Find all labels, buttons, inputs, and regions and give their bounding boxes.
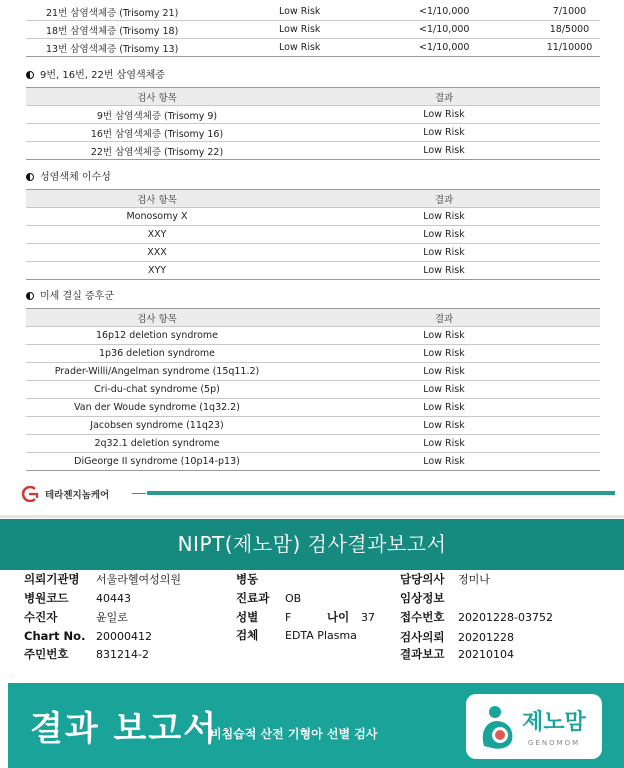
- prior-risk: 11/10000: [539, 39, 600, 57]
- sex-field: 성별 F: [236, 610, 292, 624]
- header-result: 결과: [288, 190, 600, 208]
- doctor-field: 담당의사 정미나: [400, 572, 490, 586]
- test-item: 9번 삼염색체증 (Trisomy 9): [26, 106, 288, 124]
- prior-risk: 7/1000: [539, 3, 600, 21]
- brand-name: 제노맘: [522, 710, 586, 735]
- table-row: [26, 453, 600, 471]
- trisomy-main-table: [26, 3, 600, 57]
- table-row: [26, 345, 600, 363]
- test-item: DiGeorge II syndrome (10p14-p13): [26, 453, 288, 471]
- header-item: 검사 항목: [26, 309, 288, 327]
- half-circle-icon: [26, 292, 34, 300]
- cutoff-value: <1/10,000: [419, 3, 539, 21]
- test-result: Low Risk: [288, 363, 600, 381]
- test-item: Prader-Willi/Angelman syndrome (15q11.2): [26, 363, 288, 381]
- hospital-code-field: 병원코드 40443: [24, 591, 131, 605]
- table-row: [26, 327, 600, 345]
- table-row: [26, 106, 600, 124]
- report-title: NIPT(제노맘) 검사결과보고서: [0, 519, 624, 570]
- table-row: [26, 363, 600, 381]
- test-item: 16번 삼염색체증 (Trisomy 16): [26, 124, 288, 142]
- header-item: 검사 항목: [26, 190, 288, 208]
- test-item: XXY: [26, 226, 288, 244]
- receipt-number-field: 접수번호 20201228-03752: [400, 610, 553, 624]
- clinical-info-field: 임상정보: [400, 591, 445, 605]
- table-row: [26, 124, 600, 142]
- header-result: 결과: [288, 309, 600, 327]
- table-header: [26, 309, 600, 327]
- test-item: Jacobsen syndrome (11q23): [26, 417, 288, 435]
- footer-divider: [132, 493, 146, 494]
- table-row: [26, 262, 600, 280]
- table-row: [26, 244, 600, 262]
- patient-field: 수진자 윤일로: [24, 610, 128, 624]
- table-row: [26, 417, 600, 435]
- test-item: XYY: [26, 262, 288, 280]
- test-result: Low Risk: [288, 327, 600, 345]
- trisomy-9-16-22-table: [26, 87, 600, 160]
- age-field: 나이 37: [327, 610, 375, 624]
- test-result: Low Risk: [288, 244, 600, 262]
- table-row: [26, 3, 600, 21]
- test-item: 1p36 deletion syndrome: [26, 345, 288, 363]
- header-result: 결과: [288, 88, 600, 106]
- test-result: Low Risk: [288, 345, 600, 363]
- brand-subtitle: GENOMOM: [528, 739, 581, 747]
- half-circle-icon: [26, 173, 34, 181]
- table-row: [26, 226, 600, 244]
- risk-result: Low Risk: [279, 21, 419, 39]
- hospital-field: 의뢰기관명 서울라헬여성의원: [24, 572, 182, 586]
- test-result: Low Risk: [288, 142, 600, 160]
- test-result: Low Risk: [288, 381, 600, 399]
- table-row: [26, 208, 600, 226]
- test-result: Low Risk: [288, 124, 600, 142]
- test-item: Van der Woude syndrome (1q32.2): [26, 399, 288, 417]
- test-item: 16p12 deletion syndrome: [26, 327, 288, 345]
- test-result: Low Risk: [288, 106, 600, 124]
- test-item: XXX: [26, 244, 288, 262]
- banner-title: 결과 보고서: [30, 709, 219, 749]
- header-item: 검사 항목: [26, 88, 288, 106]
- table-row: [26, 381, 600, 399]
- test-result: Low Risk: [288, 208, 600, 226]
- test-item: 22번 삼염색체증 (Trisomy 22): [26, 142, 288, 160]
- company-name: 테라젠지놈케어: [45, 490, 110, 501]
- test-item: 18번 삼염색체증 (Trisomy 18): [26, 21, 279, 39]
- cutoff-value: <1/10,000: [419, 21, 539, 39]
- page-divider: [0, 515, 624, 518]
- resident-number-field: 주민번호 831214-2: [24, 647, 149, 661]
- report-date-field: 결과보고 20210104: [400, 647, 514, 661]
- section-title-trisomy-9-16-22: 9번, 16번, 22번 삼염색체증: [26, 66, 165, 81]
- report-page-cover: [0, 515, 624, 768]
- request-date-field: 검사의뢰 20201228: [400, 630, 514, 644]
- risk-result: Low Risk: [279, 3, 419, 21]
- test-result: Low Risk: [288, 226, 600, 244]
- cutoff-value: <1/10,000: [419, 39, 539, 57]
- test-result: Low Risk: [288, 417, 600, 435]
- prior-risk: 18/5000: [539, 21, 600, 39]
- company-logo: [20, 486, 109, 502]
- department-field: 진료과 OB: [236, 591, 302, 605]
- section-title-sex-chromosome: 성염색체 이수성: [26, 168, 111, 183]
- half-circle-icon: [26, 71, 34, 79]
- test-result: Low Risk: [288, 399, 600, 417]
- genomom-mother-icon: [478, 702, 518, 752]
- sex-chromosome-table: [26, 189, 600, 280]
- test-item: Monosomy X: [26, 208, 288, 226]
- chart-number-field: Chart No. 20000412: [24, 629, 152, 643]
- footer-accent-bar: [147, 491, 615, 495]
- microdeletion-table: [26, 308, 600, 471]
- genomom-logo: [466, 694, 602, 759]
- table-header: [26, 88, 600, 106]
- risk-result: Low Risk: [279, 39, 419, 57]
- result-report-banner: [8, 683, 624, 768]
- table-row: [26, 21, 600, 39]
- test-item: 2q32.1 deletion syndrome: [26, 435, 288, 453]
- table-row: [26, 39, 600, 57]
- test-item: Cri-du-chat syndrome (5p): [26, 381, 288, 399]
- test-result: Low Risk: [288, 262, 600, 280]
- section-title-microdeletion: 미세 결실 증후군: [26, 287, 114, 302]
- specimen-field: 검체 EDTA Plasma: [236, 628, 357, 642]
- test-item: 13번 삼염색체증 (Trisomy 13): [26, 39, 279, 57]
- test-item: 21번 삼염색체증 (Trisomy 21): [26, 3, 279, 21]
- terragen-logo-icon: [20, 486, 42, 502]
- test-result: Low Risk: [288, 453, 600, 471]
- table-row: [26, 142, 600, 160]
- table-header: [26, 190, 600, 208]
- table-row: [26, 435, 600, 453]
- ward-field: 병동: [236, 572, 259, 586]
- banner-subtitle: 비침습적 산전 기형아 선별 검사: [210, 727, 378, 741]
- table-row: [26, 399, 600, 417]
- test-result: Low Risk: [288, 435, 600, 453]
